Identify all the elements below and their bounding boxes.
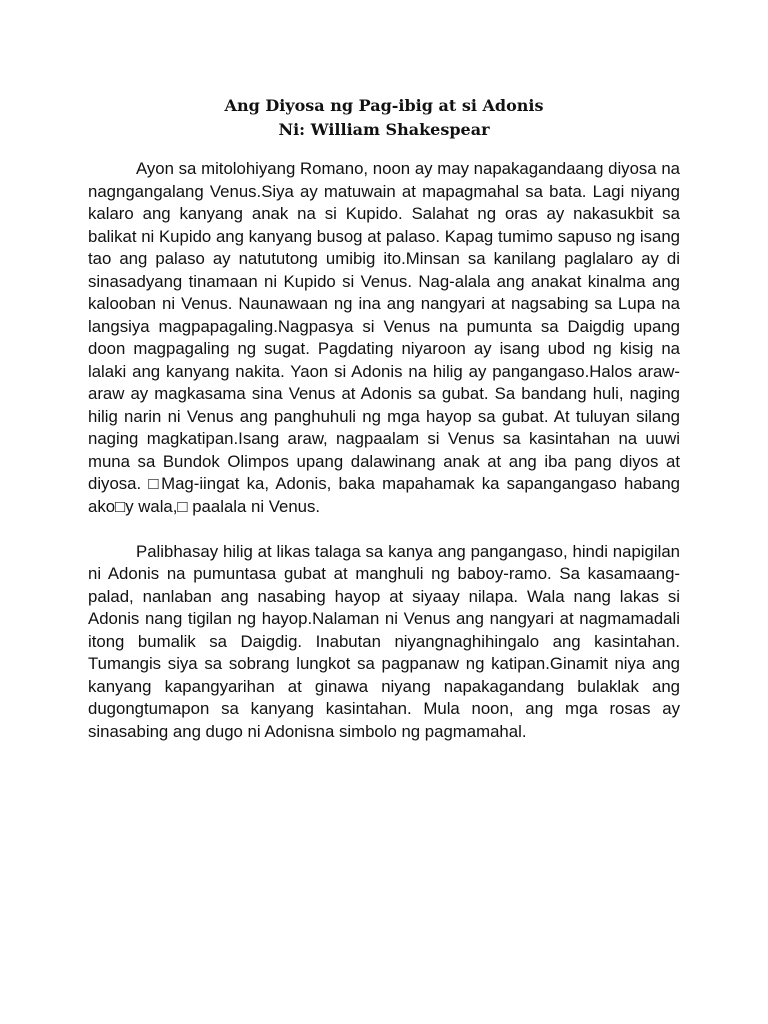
paragraph-2: Palibhasay hilig at likas talaga sa kanya ang pangangaso, hindi napigilan ni Adonis na pumuntasa gubat at manghuli ng baboy-ramo. Sa kasamaang-palad, nanlaban ang nasabing hayop at siyaay nilapa. Wala nang lakas si Adonis nang tigilan ng hayop.Nalaman ni Venus ang nangyari at nagmamadali itong bumalik sa Daigdig. Inabutan niyangnaghihingalo ang kasintahan. Tumangis siya sa sobrang lungkot sa pagpanaw ng katipan.Ginamit niya ang kanyang kapangyarihan at ginawa niyang napakagandang bulaklak ang dugongtumapon sa kanyang kasintahan. Mula noon, ang mga rosas ay sinasabing ang dugo ni Adonisna simbolo ng pagmamahal. bbox=[88, 541, 685, 741]
document-body bbox=[88, 158, 685, 743]
title-block bbox=[0, 94, 768, 142]
paragraph-1: Ayon sa mitolohiyang Romano, noon ay may napakagandaang diyosa na nagngangalang Venus.Siya ay matuwain at mapagmahal sa bata. Lagi niyang kalaro ang kanyang anak na si Kupido. Salahat ng oras ay nakasukbit sa balikat ni Kupido ang kanyang busog at palaso. Kapag tumimo sapuso ng isang tao ang palaso ay natututong umibig ito.Minsan sa kanilang paglalaro ay di sinasadyang tinamaan ni Kupido si Venus. Nag-alala ang anakat kinalma ang kalooban ni Venus. Naunawaan ng ina ang nangyari at nagsabing sa Lupa na langsiya magpapagaling.Nagpasya si Venus na pumunta sa Daigdig upang doon magpagaling ng sugat. Pagdating niyaroon ay isang ubod ng kisig na lalaki ang kanyang nakita. Yaon si Adonis na hilig ay pangangaso.Halos araw-araw ay magkasama sina Venus at Adonis sa gubat. Sa bandang huli, naging hilig narin ni Venus ang panghuhuli ng mga hayop sa gubat. At tuluyan silang naging magkatipan.Isang araw, nagpaalam si Venus sa kasintahan na uuwi muna sa Bundok Olimpos upang dalawinang anak at ang iba pang diyos at diyosa. □Mag-iingat ka, Adonis, baka mapahamak ka sapangangaso habang ako□y wala,□ paalala ni Venus. bbox=[88, 159, 685, 516]
document-byline: Ni: William Shakespear bbox=[278, 120, 490, 139]
document-title: Ang Diyosa ng Pag-ibig at si Adonis bbox=[224, 96, 544, 115]
